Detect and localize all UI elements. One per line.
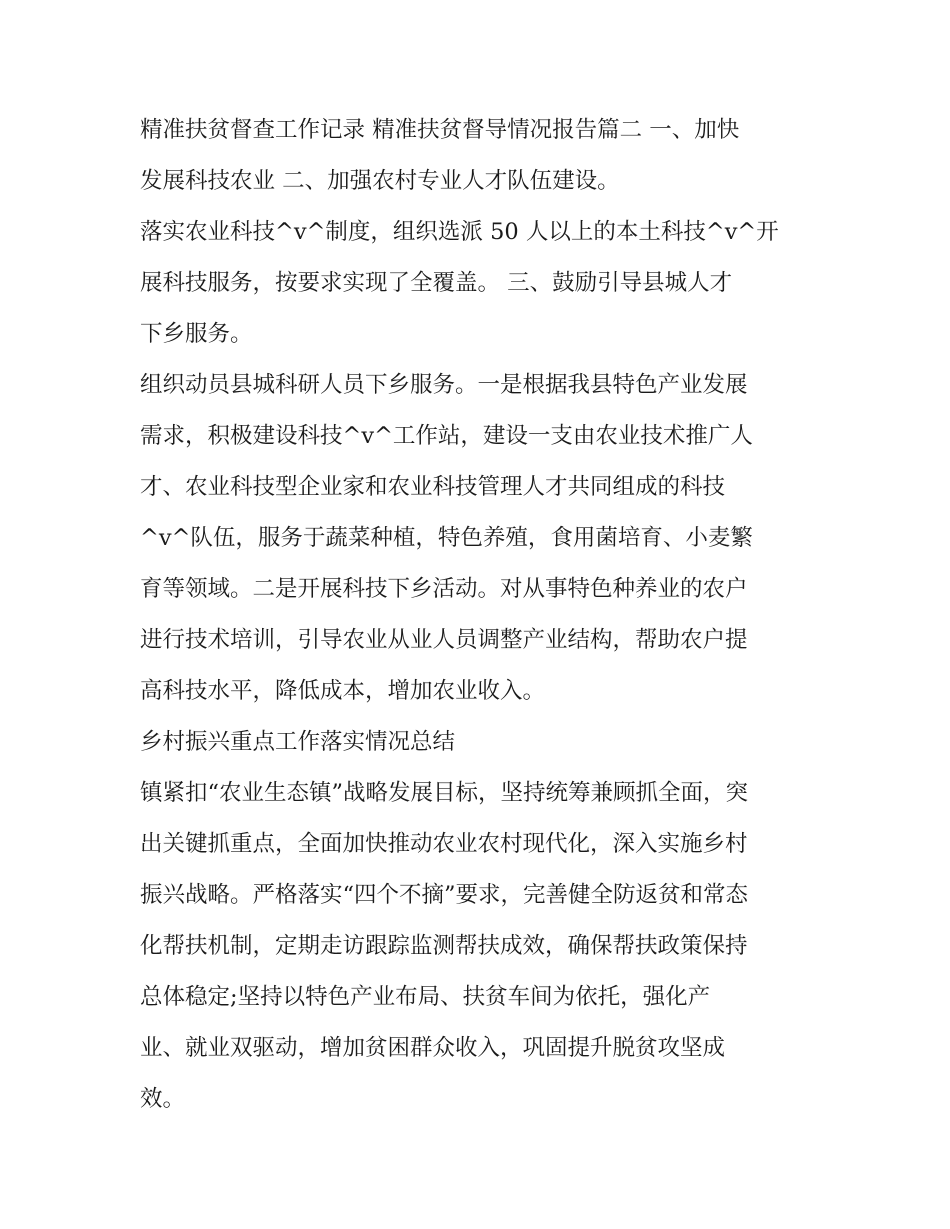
text-line: 精准扶贫督查工作记录 精准扶贫督导情况报告篇二 一、加快	[140, 117, 740, 143]
text-line: 振兴战略。严格落实“四个不摘”要求，完善健全防返贫和常态	[140, 882, 749, 908]
section-heading: 乡村振兴重点工作落实情况总结	[140, 729, 456, 755]
text-line: 总体稳定;坚持以特色产业布局、扶贫车间为依托，强化产	[140, 984, 711, 1010]
text-line: 育等领域。二是开展科技下乡活动。对从事特色种养业的农户	[140, 576, 748, 602]
text-line: 进行技术培训，引导农业从业人员调整产业结构，帮助农户提	[140, 627, 748, 653]
text-line: 才、农业科技型企业家和农业科技管理人才共同组成的科技	[140, 474, 726, 500]
text-line: 业、就业双驱动，增加贫困群众收入，巩固提升脱贫攻坚成	[140, 1035, 726, 1061]
text-line: 组织动员县城科研人员下乡服务。一是根据我县特色产业发展	[140, 372, 748, 398]
text-line: 需求，积极建设科技^v^工作站，建设一支由农业技术推广人	[140, 423, 753, 449]
text-line: 出关键抓重点，全面加快推动农业农村现代化，深入实施乡村	[140, 831, 748, 857]
text-line: 镇紧扣“农业生态镇”战略发展目标，坚持统筹兼顾抓全面，突	[140, 780, 749, 806]
text-line: 展科技服务，按要求实现了全覆盖。 三、鼓励引导县城人才	[140, 270, 733, 296]
text-line: 高科技水平，降低成本，增加农业收入。	[140, 678, 546, 704]
text-line: 落实农业科技^v^制度，组织选派 50 人以上的本土科技^v^开	[140, 219, 779, 245]
document-body	[140, 105, 812, 1125]
text-line: 发展科技农业 二、加强农村专业人才队伍建设。	[140, 168, 620, 194]
text-line: ^v^队伍，服务于蔬菜种植，特色养殖，食用菌培育、小麦繁	[140, 525, 753, 551]
text-line: 效。	[140, 1086, 186, 1112]
text-line: 下乡服务。	[140, 321, 253, 347]
text-line: 化帮扶机制，定期走访跟踪监测帮扶成效，确保帮扶政策保持	[140, 933, 748, 959]
